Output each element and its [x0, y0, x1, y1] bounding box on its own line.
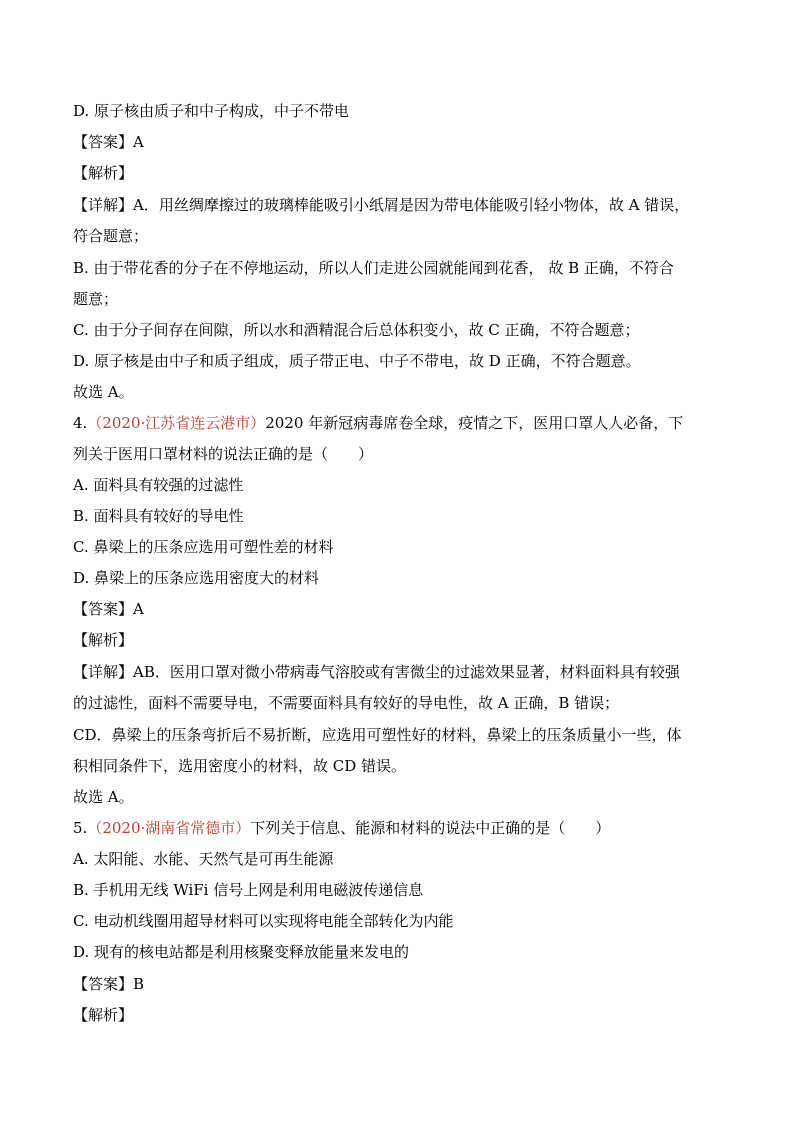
q4-stem-line-2: 列关于医用口罩材料的说法正确的是（ ）	[73, 445, 374, 463]
q3-detail-line-5: C. 由于分子间存在间隙，所以水和酒精混合后总体积变小，故 C 正确，不符合题意；	[73, 321, 640, 339]
q4-conclusion: 故选 A。	[73, 788, 134, 806]
q4-answer: 【答案】A	[73, 600, 144, 618]
q4-option-a: A. 面料具有较强的过滤性	[73, 476, 244, 494]
q5-stem-line	[73, 818, 723, 838]
q4-analysis-heading: 【解析】	[73, 631, 134, 649]
q5-answer: 【答案】B	[73, 975, 145, 993]
q3-detail-line-1: 【详解】A．用丝绸摩擦过的玻璃棒能吸引小纸屑是因为带电体能吸引轻小物体，故 A 错误，	[73, 196, 690, 214]
q3-conclusion: 故选 A。	[73, 383, 134, 401]
q5-number: 5.	[73, 819, 88, 837]
q3-answer: 【答案】A	[73, 133, 144, 151]
q5-option-c: C. 电动机线圈用超导材料可以实现将电能全部转化为内能	[73, 912, 454, 930]
q5-option-d: D. 现有的核电站都是利用核聚变释放能量来发电的	[73, 943, 410, 961]
q4-detail-line-1: 【详解】AB．医用口罩对微小带病毒气溶胶或有害微尘的过滤效果显著，材料面料具有较强	[73, 663, 680, 681]
q5-source: （2020·湖南省常德市）	[87, 819, 251, 837]
q3-option-d: D. 原子核由质子和中子构成，中子不带电	[73, 102, 350, 120]
q5-analysis-heading: 【解析】	[73, 1006, 134, 1024]
q4-option-d: D. 鼻梁上的压条应选用密度大的材料	[73, 569, 320, 587]
q3-detail-line-2: 符合题意；	[73, 227, 149, 245]
q5-option-a: A. 太阳能、水能、天然气是可再生能源	[73, 850, 334, 868]
q5-option-b: B. 手机用无线 WiFi 信号上网是利用电磁波传递信息	[73, 881, 424, 899]
q4-detail-line-3: CD．鼻梁上的压条弯折后不易折断，应选用可塑性好的材料，鼻梁上的压条质量小一些，体	[73, 726, 682, 744]
q4-source: （2020·江苏省连云港市）	[87, 414, 266, 432]
q3-detail-line-6: D. 原子核是由中子和质子组成，质子带正电、中子不带电，故 D 正确，不符合题意。	[73, 352, 641, 370]
q4-detail-line-4: 积相同条件下，选用密度小的材料，故 CD 错误。	[73, 757, 407, 775]
q4-stem-line-1	[73, 413, 723, 433]
q3-detail-line-3: B. 由于带花香的分子在不停地运动，所以人们走进公园就能闻到花香， 故 B 正确，不符合	[73, 259, 674, 277]
q4-stem-text-1: 2020 年新冠病毒席卷全球，疫情之下，医用口罩人人必备，下	[265, 414, 684, 432]
q4-number: 4.	[73, 414, 88, 432]
q3-analysis-heading: 【解析】	[73, 164, 134, 182]
q4-option-b: B. 面料具有较好的导电性	[73, 507, 244, 525]
q3-detail-line-4: 题意；	[73, 290, 119, 308]
q5-stem-text: 下列关于信息、能源和材料的说法中正确的是（ ）	[250, 819, 611, 837]
q4-option-c: C. 鼻梁上的压条应选用可塑性差的材料	[73, 538, 334, 556]
q4-detail-line-2: 的过滤性，面料不需要导电，不需要面料具有较好的导电性，故 A 正确，B 错误；	[73, 694, 620, 712]
